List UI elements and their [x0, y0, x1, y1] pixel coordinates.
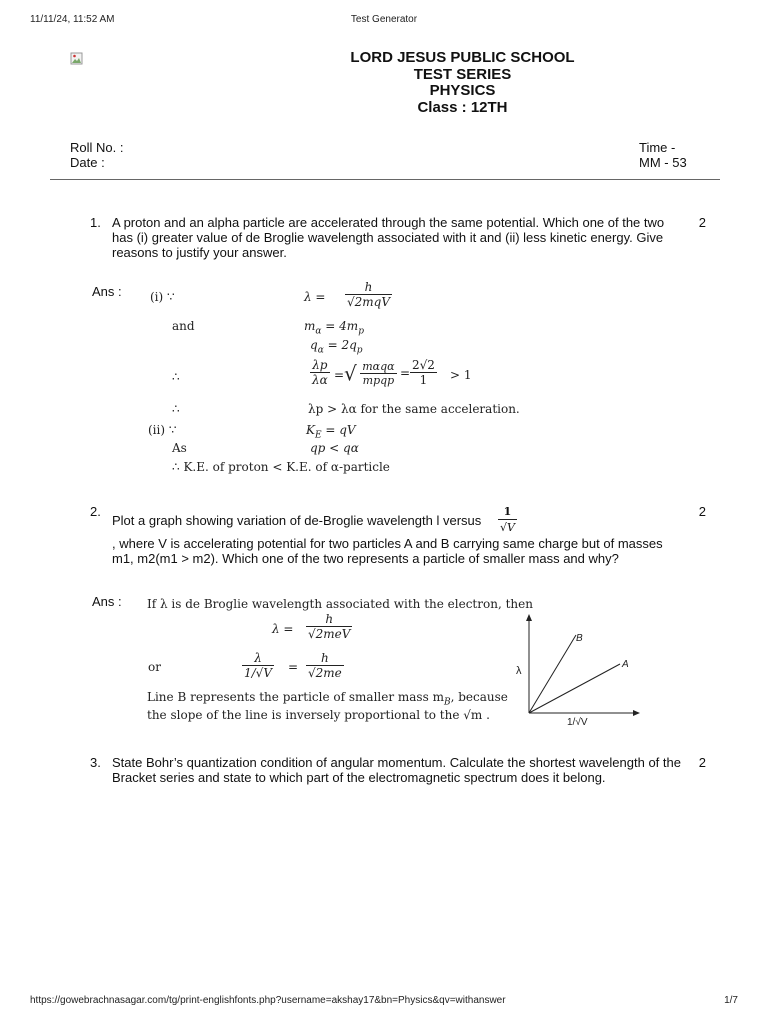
line-a-label: A	[622, 659, 629, 670]
max-marks-label: MM - 53	[639, 155, 687, 170]
exam-info	[639, 140, 687, 170]
fraction: $\frac{\lambda}{1/√V}$	[244, 651, 272, 680]
print-footer	[30, 995, 738, 1006]
date-label: Date :	[70, 155, 105, 170]
subject-title: PHYSICS	[429, 82, 496, 99]
line-b-label: B	[576, 633, 583, 644]
question-text: Plot a graph showing variation of de-Broglie wavelength l versus $\frac{1}{√V}$ , where V is accelerating potential for two particles A and B carrying same charge but of masses m1, m2(m1 > m2). Which one of the two represents a particle of smaller mass and why?	[112, 505, 663, 566]
answer-line: λ =	[304, 290, 326, 304]
question-marks: 2	[698, 215, 706, 230]
school-heading	[240, 50, 685, 116]
broken-image-icon	[70, 52, 84, 66]
test-series-title: TEST SERIES	[413, 65, 512, 83]
y-axis-label: λ	[516, 665, 522, 677]
line-b	[529, 635, 576, 713]
question-number: 1.	[90, 215, 101, 230]
line-a	[529, 664, 620, 713]
fraction: $\frac{h}{√2me}$	[308, 651, 342, 680]
question-marks: 2	[698, 755, 706, 770]
answer-label: Ans :	[92, 594, 122, 609]
wavelength-graph	[512, 612, 646, 730]
therefore-symbol: ∴	[172, 370, 180, 384]
fraction: $\frac{h}{\text{√2meV}}$	[308, 612, 351, 641]
time-label: Time -	[639, 140, 676, 155]
page-url: https://gowebrachnasagar.com/tg/print-englishfonts.php?username=akshay17&bn=Physics&qv=withanswer	[30, 995, 506, 1006]
class-title: Class : 12TH	[417, 98, 508, 116]
answer-line: (i) ∵	[150, 290, 175, 304]
roll-number-label: Roll No. :	[70, 140, 124, 155]
fraction: $\frac{\lambda p}{\lambda\alpha}$	[312, 358, 328, 387]
school-name: LORD JESUS PUBLIC SCHOOL	[350, 49, 575, 66]
print-header	[30, 14, 738, 25]
header-divider	[50, 179, 720, 180]
x-axis-label: 1/√V	[567, 717, 588, 728]
fraction: $\frac{\text{mαqα}}{\text{mpqp}}$	[362, 360, 395, 387]
answer-label: Ans :	[92, 284, 122, 299]
fraction: $\frac{h}{\text{√2mqV}}$	[347, 280, 391, 309]
answer-line: and	[172, 319, 195, 333]
question-text: A proton and an alpha particle are accelerated through the same potential. Which one of the two has (i) greater value of de Broglie wavelength associated with it and (ii) less kinetic energy. Give reasons to justify your answer.	[112, 215, 665, 260]
question-number: 2.	[90, 504, 101, 519]
print-datetime: 11/11/24, 11:52 AM	[30, 14, 115, 25]
question-marks: 2	[698, 504, 706, 519]
fraction: $\frac{2√2}{1}$	[412, 358, 435, 387]
student-info	[70, 140, 123, 170]
x-axis-arrow	[633, 710, 640, 716]
y-axis-arrow	[526, 614, 532, 621]
page-number: 1/7	[724, 995, 738, 1006]
question-text: State Bohr’s quantization condition of angular momentum. Calculate the shortest wavelength of the Bracket series and state to which part of the electromagnetic spectrum does it belong.	[112, 755, 681, 785]
question-number: 3.	[90, 755, 101, 770]
print-title: Test Generator	[350, 14, 418, 25]
fraction-1-over-root-v: $\frac{1}{√V}$	[500, 505, 515, 534]
